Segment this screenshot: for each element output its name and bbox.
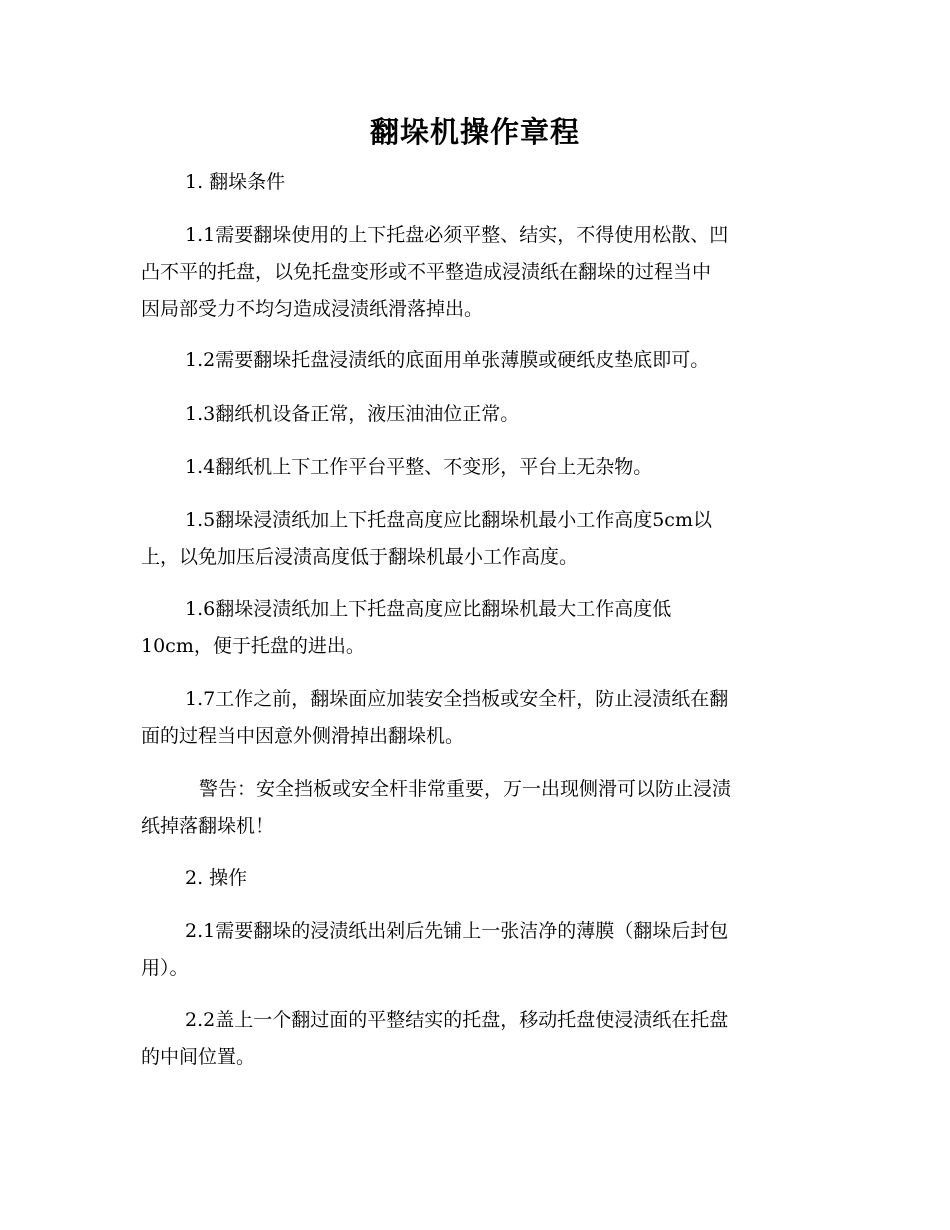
paragraph-2-1 — [141, 913, 811, 987]
paragraph-line: 10cm，便于托盘的进出。 — [141, 635, 365, 657]
paragraph-line: 2.1需要翻垛的浸渍纸出剁后先铺上一张洁净的薄膜（翻垛后封包 — [185, 920, 729, 942]
section-heading-text: 2. 操作 — [185, 867, 248, 889]
paragraph-line: 1.3翻纸机设备正常，液压油油位正常。 — [185, 403, 520, 425]
paragraph-line: 2.2盖上一个翻过面的平整结实的托盘，移动托盘使浸渍纸在托盘 — [185, 1009, 729, 1031]
paragraph-1-5 — [141, 502, 811, 576]
paragraph-1-7 — [141, 681, 811, 755]
paragraph-1-2 — [141, 342, 811, 379]
paragraph-line: 凸不平的托盘，以免托盘变形或不平整造成浸渍纸在翻垛的过程当中 — [141, 261, 712, 283]
paragraph-line: 面的过程当中因意外侧滑掉出翻垛机。 — [141, 725, 465, 747]
paragraph-line: 1.5翻垛浸渍纸加上下托盘高度应比翻垛机最小工作高度5cm以 — [185, 509, 712, 531]
paragraph-line: 上，以免加压后浸渍高度低于翻垛机最小工作高度。 — [141, 546, 579, 568]
paragraph-1-3 — [141, 396, 811, 433]
paragraph-2-2 — [141, 1002, 811, 1076]
document-title: 翻垛机操作章程 — [369, 115, 580, 149]
warning-line: 警告：安全挡板或安全杆非常重要，万一出现侧滑可以防止浸渍 — [199, 778, 732, 800]
paragraph-line: 1.2需要翻垛托盘浸渍纸的底面用单张薄膜或硬纸皮垫底即可。 — [185, 349, 710, 371]
section-heading-conditions — [141, 164, 811, 201]
paragraph-line: 的中间位置。 — [141, 1046, 256, 1068]
paragraph-line: 用）。 — [141, 957, 189, 979]
paragraph-line: 1.4翻纸机上下工作平台平整、不变形，平台上无杂物。 — [185, 456, 653, 478]
section-heading-text: 1. 翻垛条件 — [185, 171, 286, 193]
paragraph-line: 1.6翻垛浸渍纸加上下托盘高度应比翻垛机最大工作高度低 — [185, 598, 672, 620]
paragraph-1-1 — [141, 217, 811, 328]
paragraph-line: 1.7工作之前，翻垛面应加装安全挡板或安全杆，防止浸渍纸在翻 — [185, 688, 729, 710]
warning-line: 纸掉落翻垛机！ — [141, 815, 275, 837]
paragraph-line: 1.1需要翻垛使用的上下托盘必须平整、结实，不得使用松散、凹 — [185, 224, 729, 246]
paragraph-1-4 — [141, 449, 811, 486]
paragraph-line: 因局部受力不均匀造成浸渍纸滑落掉出。 — [141, 298, 484, 320]
section-heading-operation — [141, 860, 811, 897]
paragraph-1-6 — [141, 591, 811, 665]
warning-paragraph — [141, 771, 811, 845]
